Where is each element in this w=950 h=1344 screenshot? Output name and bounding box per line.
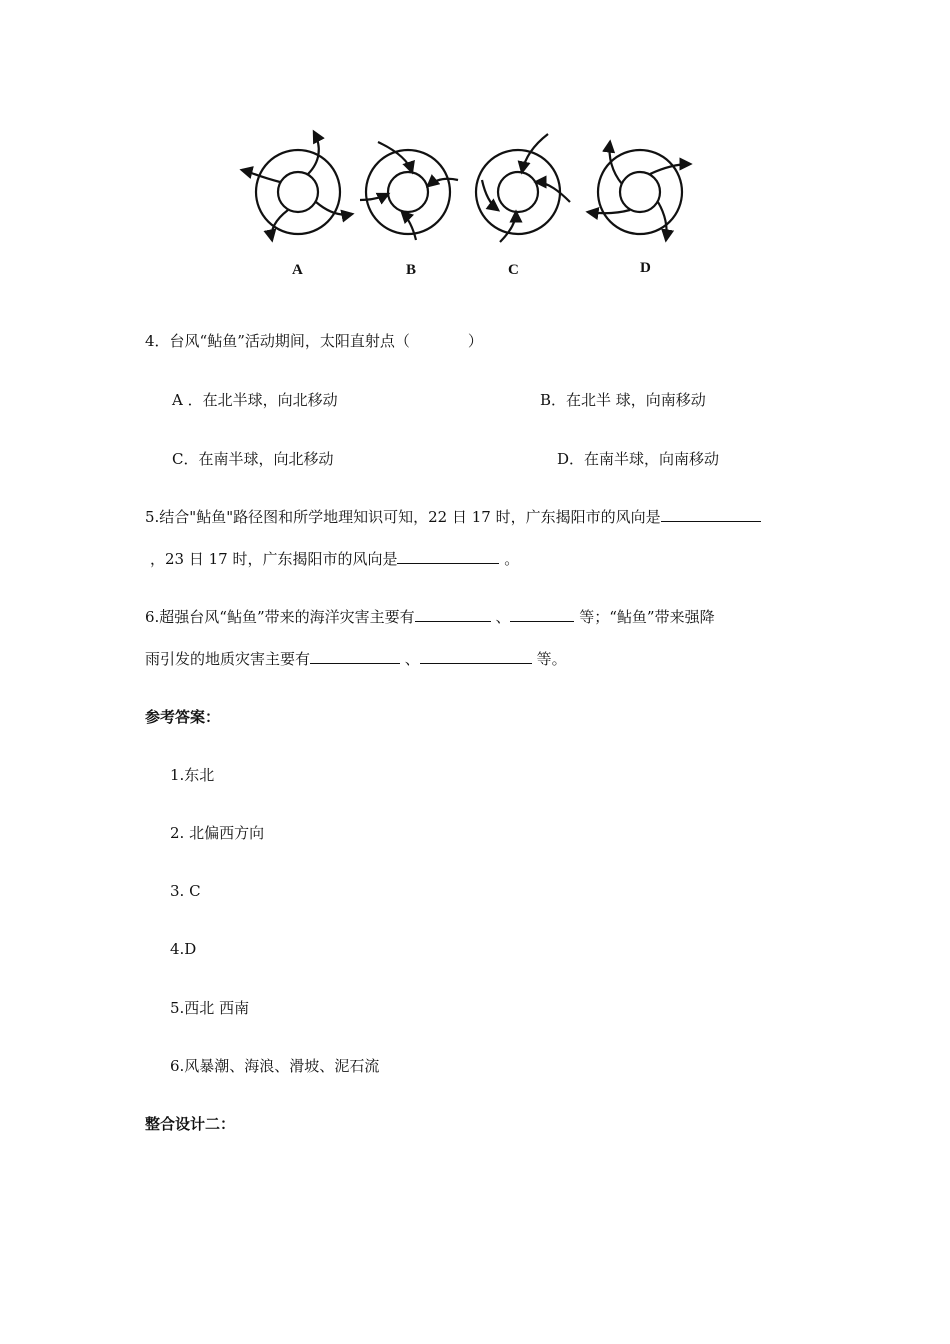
- q5-blank-2[interactable]: [397, 549, 499, 564]
- q4-option-d: D．在南半球，向南移动: [557, 450, 720, 468]
- answer-item: 1.东北: [170, 766, 215, 784]
- label-c: C: [508, 262, 519, 278]
- q6-blank-3[interactable]: [310, 649, 400, 664]
- q6-blank-2[interactable]: [510, 607, 574, 622]
- q6-line2: 雨引发的地质灾害主要有 、 等。: [145, 650, 567, 668]
- q5-line2: ，23 日 17 时，广东揭阳市的风向是 。: [150, 550, 520, 568]
- answer-item: 4.D: [170, 940, 197, 958]
- section2-heading: 整合设计二：: [145, 1115, 236, 1133]
- answer-item: 5.西北 西南: [170, 999, 250, 1017]
- q4-option-b: B．在北半 球，向南移动: [540, 391, 706, 409]
- typhoon-b: [360, 142, 458, 240]
- typhoon-wind-diagram: [230, 122, 710, 292]
- q5-blank-1[interactable]: [661, 507, 761, 522]
- answer-item: 2. 北偏西方向: [170, 824, 265, 842]
- q6-blank-1[interactable]: [415, 607, 491, 622]
- q4-option-a: A ．在北半球，向北移动: [172, 391, 338, 409]
- q4-stem: 4．台风“鲇鱼”活动期间，太阳直射点（ ）: [145, 332, 483, 350]
- label-b: B: [406, 262, 417, 278]
- typhoon-a: [242, 132, 352, 240]
- q4-option-c: C．在南半球，向北移动: [172, 450, 334, 468]
- answer-item: 3. C: [170, 882, 201, 900]
- q6-blank-4[interactable]: [420, 649, 532, 664]
- q6-line1: 6.超强台风“鲇鱼”带来的海洋灾害主要有 、 等；“鲇鱼”带来强降: [145, 608, 715, 626]
- label-a: A: [292, 262, 303, 278]
- typhoon-c: [476, 134, 570, 242]
- label-d: D: [640, 260, 651, 276]
- answers-heading: 参考答案：: [145, 708, 221, 726]
- q5-line1: 5.结合"鲇鱼"路径图和所学地理知识可知，22 日 17 时，广东揭阳市的风向是: [145, 507, 761, 527]
- answer-item: 6.风暴潮、海浪、滑坡、泥石流: [170, 1057, 380, 1075]
- typhoon-d: [588, 142, 690, 240]
